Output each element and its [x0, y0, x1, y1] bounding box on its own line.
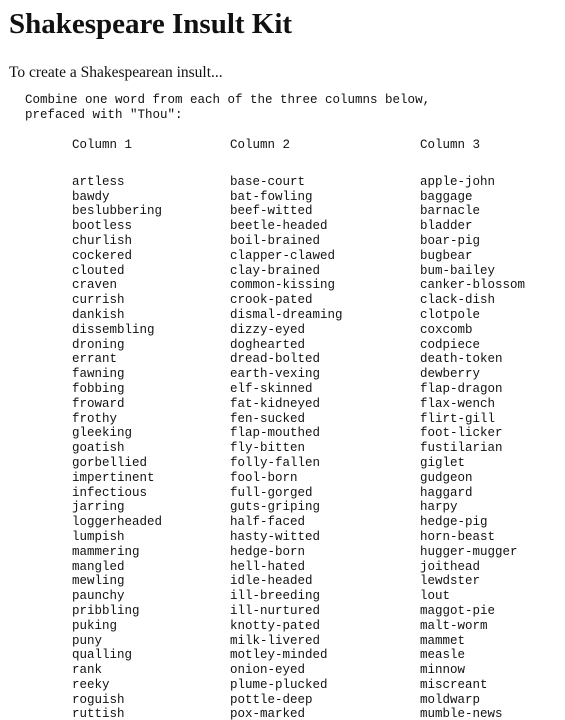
- list-item: lewdster: [420, 574, 481, 589]
- list-item: elf-skinned: [230, 381, 313, 396]
- list-item: currish: [72, 293, 125, 308]
- list-item: apple-john: [420, 174, 496, 189]
- list-item: lumpish: [72, 529, 125, 544]
- list-item: gorbellied: [72, 455, 148, 470]
- list-item: foot-licker: [420, 426, 503, 441]
- list-item: ruttish: [72, 707, 125, 720]
- list-item: maggot-pie: [420, 603, 496, 618]
- list-item: baggage: [420, 189, 473, 204]
- list-item: doghearted: [230, 337, 306, 352]
- instructions: [25, 93, 430, 122]
- list-item: fat-kidneyed: [230, 396, 321, 411]
- column-2: [230, 138, 343, 720]
- list-item: mammet: [420, 633, 466, 648]
- list-item: minnow: [420, 663, 466, 678]
- list-item: motley-minded: [230, 648, 328, 663]
- list-item: beef-witted: [230, 204, 313, 219]
- list-item: roguish: [72, 692, 125, 707]
- list-item: impertinent: [72, 470, 155, 485]
- word-list: [420, 175, 525, 720]
- list-item: hedge-pig: [420, 515, 488, 530]
- list-item: puking: [72, 618, 118, 633]
- list-item: ill-nurtured: [230, 603, 321, 618]
- list-item: hell-hated: [230, 559, 306, 574]
- list-item: guts-griping: [230, 500, 321, 515]
- list-item: barnacle: [420, 204, 481, 219]
- list-item: paunchy: [72, 589, 125, 604]
- list-item: frothy: [72, 411, 118, 426]
- list-item: joithead: [420, 559, 481, 574]
- list-item: churlish: [72, 233, 133, 248]
- list-item: dewberry: [420, 367, 481, 382]
- list-item: cockered: [72, 248, 133, 263]
- list-item: clapper-clawed: [230, 248, 336, 263]
- list-item: mangled: [72, 559, 125, 574]
- list-item: droning: [72, 337, 125, 352]
- list-item: artless: [72, 174, 125, 189]
- list-item: qualling: [72, 648, 133, 663]
- list-item: boar-pig: [420, 233, 481, 248]
- list-item: clouted: [72, 263, 125, 278]
- list-item: haggard: [420, 485, 473, 500]
- column-header: Column 2: [230, 138, 291, 152]
- list-item: dizzy-eyed: [230, 322, 306, 337]
- list-item: pribbling: [72, 603, 140, 618]
- list-item: ill-breeding: [230, 589, 321, 604]
- list-item: craven: [72, 278, 118, 293]
- list-item: clotpole: [420, 307, 481, 322]
- list-item: fly-bitten: [230, 441, 306, 456]
- list-item: fool-born: [230, 470, 298, 485]
- list-item: beslubbering: [72, 204, 163, 219]
- list-item: dankish: [72, 307, 125, 322]
- list-item: fustilarian: [420, 441, 503, 456]
- list-item: gleeking: [72, 426, 133, 441]
- word-list: [230, 175, 343, 720]
- list-item: malt-worm: [420, 618, 488, 633]
- list-item: mammering: [72, 544, 140, 559]
- list-item: flap-mouthed: [230, 426, 321, 441]
- list-item: milk-livered: [230, 633, 321, 648]
- list-item: flax-wench: [420, 396, 496, 411]
- list-item: boil-brained: [230, 233, 321, 248]
- list-item: miscreant: [420, 677, 488, 692]
- list-item: full-gorged: [230, 485, 313, 500]
- list-item: beetle-headed: [230, 219, 328, 234]
- list-item: froward: [72, 396, 125, 411]
- list-item: pox-marked: [230, 707, 306, 720]
- list-item: goatish: [72, 441, 125, 456]
- list-item: half-faced: [230, 515, 306, 530]
- list-item: lout: [420, 589, 451, 604]
- list-item: moldwarp: [420, 692, 481, 707]
- list-item: bawdy: [72, 189, 110, 204]
- page-title: Shakespeare Insult Kit: [9, 8, 293, 40]
- list-item: harpy: [420, 500, 458, 515]
- instructions-line: prefaced with "Thou":: [25, 107, 183, 122]
- list-item: base-court: [230, 174, 306, 189]
- list-item: bugbear: [420, 248, 473, 263]
- list-item: jarring: [72, 500, 125, 515]
- list-item: measle: [420, 648, 466, 663]
- list-item: hedge-born: [230, 544, 306, 559]
- list-item: dissembling: [72, 322, 155, 337]
- list-item: clay-brained: [230, 263, 321, 278]
- list-item: loggerheaded: [72, 515, 163, 530]
- list-item: knotty-pated: [230, 618, 321, 633]
- column-3: [420, 138, 525, 720]
- list-item: flap-dragon: [420, 381, 503, 396]
- list-item: puny: [72, 633, 103, 648]
- list-item: bootless: [72, 219, 133, 234]
- intro-text: To create a Shakespearean insult...: [9, 64, 223, 81]
- list-item: crook-pated: [230, 293, 313, 308]
- list-item: bladder: [420, 219, 473, 234]
- list-item: dread-bolted: [230, 352, 321, 367]
- word-list: [72, 175, 162, 720]
- list-item: rank: [72, 663, 103, 678]
- list-item: bat-fowling: [230, 189, 313, 204]
- list-item: fawning: [72, 367, 125, 382]
- list-item: pottle-deep: [230, 692, 313, 707]
- list-item: gudgeon: [420, 470, 473, 485]
- list-item: horn-beast: [420, 529, 496, 544]
- column-1: [72, 138, 162, 720]
- list-item: mumble-news: [420, 707, 503, 720]
- list-item: coxcomb: [420, 322, 473, 337]
- list-item: fobbing: [72, 381, 125, 396]
- list-item: clack-dish: [420, 293, 496, 308]
- list-item: common-kissing: [230, 278, 336, 293]
- list-item: fen-sucked: [230, 411, 306, 426]
- list-item: flirt-gill: [420, 411, 496, 426]
- column-header: Column 3: [420, 138, 481, 152]
- list-item: dismal-dreaming: [230, 307, 343, 322]
- list-item: canker-blossom: [420, 278, 526, 293]
- list-item: earth-vexing: [230, 367, 321, 382]
- list-item: death-token: [420, 352, 503, 367]
- instructions-line: Combine one word from each of the three columns below,: [25, 93, 431, 107]
- list-item: onion-eyed: [230, 663, 306, 678]
- list-item: mewling: [72, 574, 125, 589]
- list-item: bum-bailey: [420, 263, 496, 278]
- list-item: plume-plucked: [230, 677, 328, 692]
- list-item: reeky: [72, 677, 110, 692]
- list-item: errant: [72, 352, 118, 367]
- list-item: infectious: [72, 485, 148, 500]
- list-item: hugger-mugger: [420, 544, 518, 559]
- list-item: idle-headed: [230, 574, 313, 589]
- list-item: giglet: [420, 455, 466, 470]
- list-item: hasty-witted: [230, 529, 321, 544]
- list-item: codpiece: [420, 337, 481, 352]
- column-header: Column 1: [72, 138, 133, 152]
- list-item: folly-fallen: [230, 455, 321, 470]
